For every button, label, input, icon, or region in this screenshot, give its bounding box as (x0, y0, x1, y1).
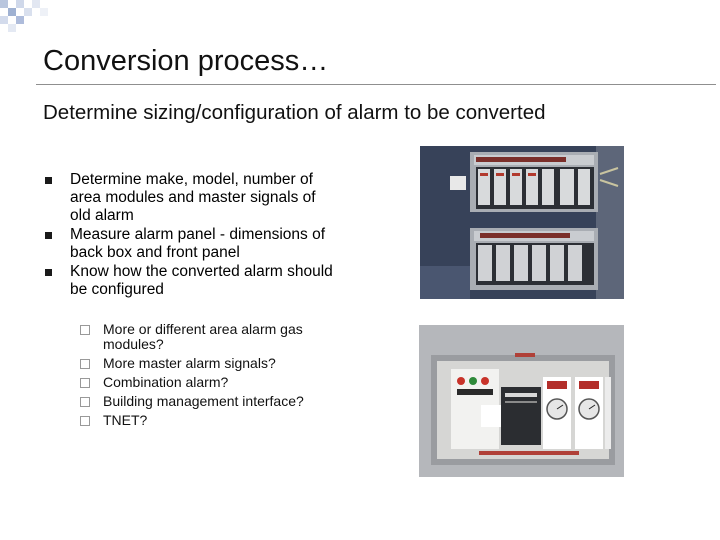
sub-bullet-text: More master alarm signals? (103, 355, 276, 371)
hollow-square-bullet-icon (80, 325, 90, 335)
hollow-square-bullet-icon (80, 397, 90, 407)
sub-bullet-item (80, 413, 340, 428)
sub-bullet-item (80, 322, 340, 352)
slide-title: Conversion process… (43, 45, 329, 77)
sub-bullet-item (80, 375, 340, 390)
sub-bullet-text: Combination alarm? (103, 374, 229, 390)
old-alarm-panel-photo (420, 146, 624, 299)
title-divider (36, 84, 716, 85)
hollow-square-bullet-icon (80, 416, 90, 426)
bullet-text: Determine make, model, number of area modules and master signals of old alarm (70, 171, 316, 224)
sub-bullet-text: Building management interface? (103, 393, 304, 409)
square-bullet-icon (45, 269, 52, 276)
sub-bullet-text: More or different area alarm gas modules? (103, 321, 303, 352)
bullet-text: Know how the converted alarm should be configured (70, 263, 333, 298)
sub-bullet-item (80, 356, 340, 371)
square-bullet-icon (45, 177, 52, 184)
converted-alarm-panel-photo (419, 325, 624, 477)
hollow-square-bullet-icon (80, 359, 90, 369)
hollow-square-bullet-icon (80, 378, 90, 388)
bullet-text: Measure alarm panel - dimensions of back box and front panel (70, 226, 326, 261)
square-bullet-icon (45, 232, 52, 239)
bullet-list (45, 171, 335, 300)
bullet-item (45, 171, 335, 225)
bullet-item (45, 226, 335, 262)
bullet-item (45, 263, 335, 299)
corner-decoration (0, 0, 60, 42)
sub-bullet-item (80, 394, 340, 409)
slide-subtitle: Determine sizing/configuration of alarm to be converted (43, 101, 546, 124)
sub-bullet-list (80, 322, 340, 432)
sub-bullet-text: TNET? (103, 412, 148, 428)
